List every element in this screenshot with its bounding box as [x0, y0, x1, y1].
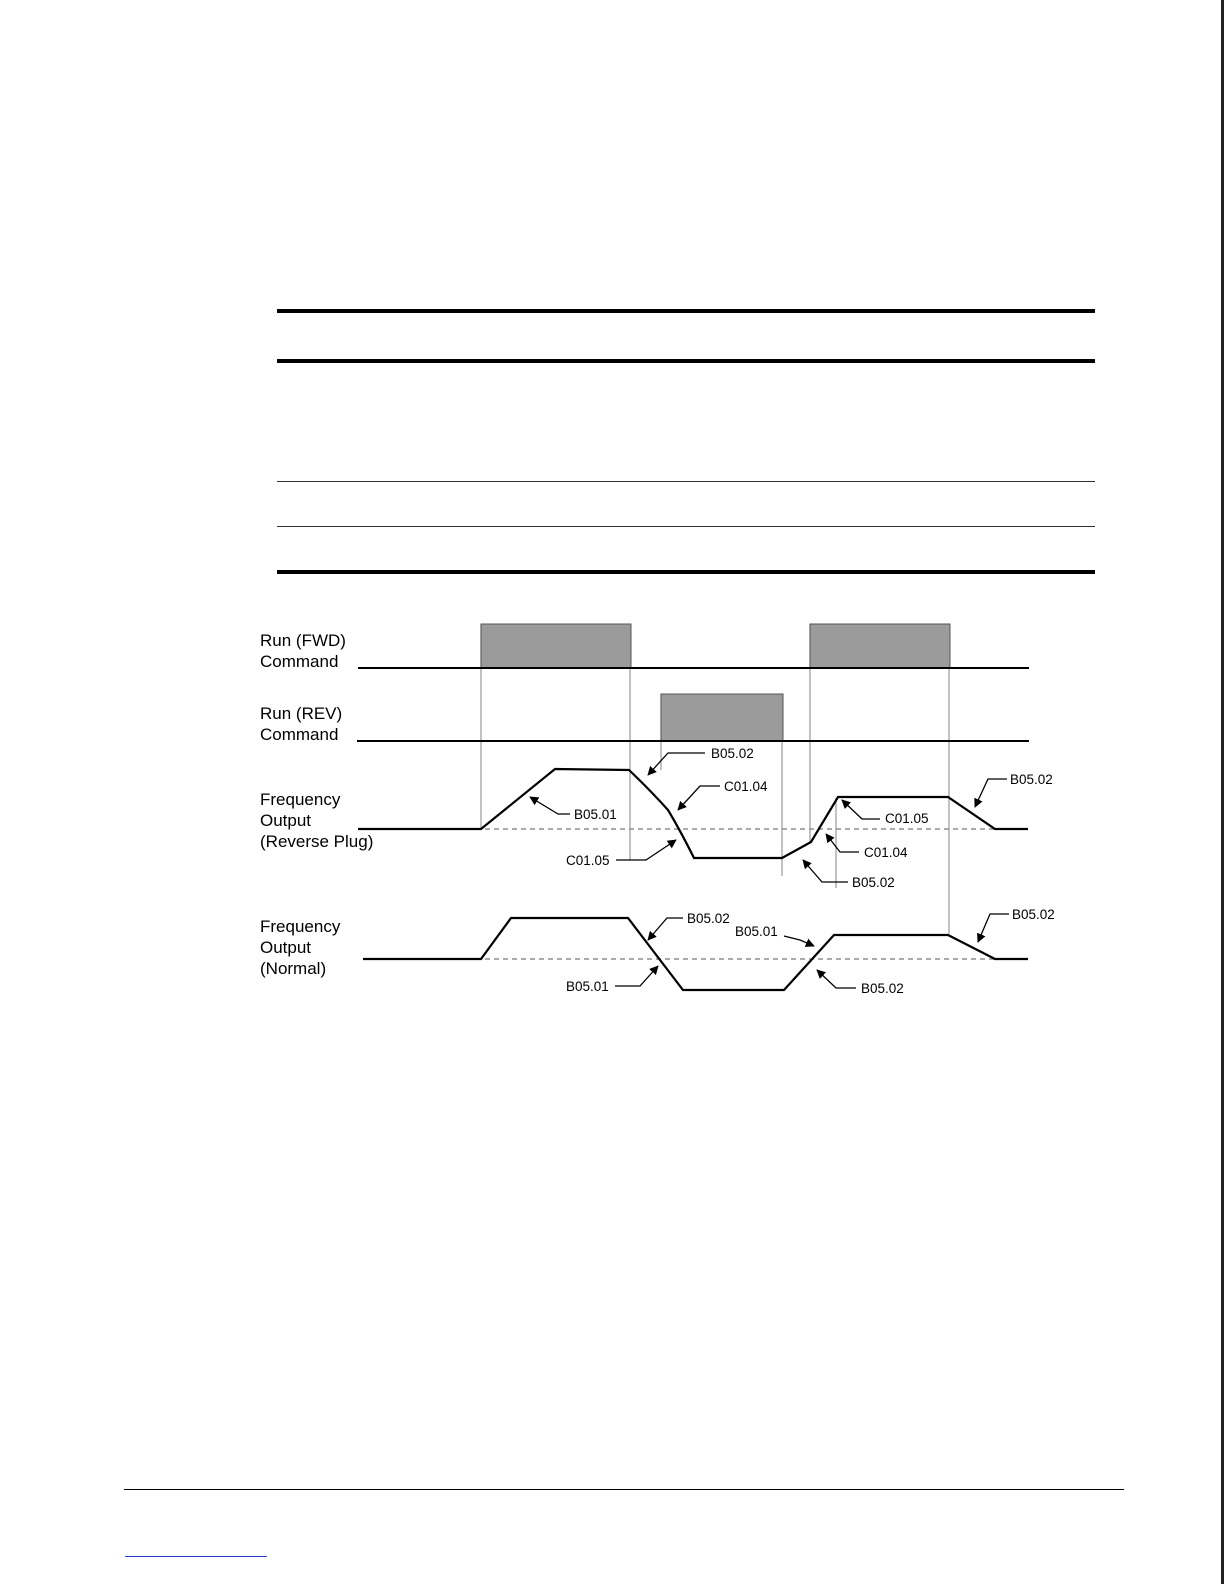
annotation-c0104: C01.04: [864, 845, 908, 860]
leader-arrow: [648, 753, 705, 775]
normal-waveform: [363, 918, 1028, 990]
run-rev-label: Run (REV) Command: [260, 704, 343, 744]
annotation-c0105: C01.05: [566, 853, 610, 868]
leader-arrow: [975, 779, 1007, 807]
annotation-b0502: B05.02: [687, 911, 730, 926]
leader-arrow: [817, 970, 856, 988]
footer-link-underline[interactable]: [125, 1556, 267, 1557]
run-fwd-label: Run (FWD) Command: [260, 631, 346, 671]
run-rev-pulse: [661, 694, 783, 741]
freq-normal-label: Frequency Output (Normal): [260, 917, 341, 978]
freq-reverse-plug-label: Frequency Output (Reverse Plug): [260, 790, 374, 851]
annotation-c0104: C01.04: [724, 779, 768, 794]
leader-arrow: [648, 918, 683, 940]
annotation-c0105: C01.05: [885, 811, 929, 826]
run-fwd-pulse-2: [810, 624, 950, 668]
leader-arrow: [615, 966, 658, 986]
run-fwd-pulse-1: [481, 624, 631, 668]
annotation-b0501: B05.01: [566, 979, 609, 994]
leader-arrow: [784, 936, 814, 946]
leader-arrow: [978, 914, 1009, 942]
run-fwd-signal: [358, 624, 1029, 668]
annotation-b0502: B05.02: [852, 875, 895, 890]
annotation-b0502: B05.02: [1012, 907, 1055, 922]
annotation-b0502: B05.02: [861, 981, 904, 996]
annotation-b0502: B05.02: [711, 746, 754, 761]
leader-arrow: [678, 786, 720, 810]
leader-arrow: [803, 860, 848, 882]
run-rev-signal: [357, 694, 1029, 741]
annotation-b0501: B05.01: [735, 924, 778, 939]
freq-normal-signal: [363, 918, 1028, 990]
leader-arrow: [826, 834, 859, 852]
leader-arrow: [530, 797, 570, 814]
annotation-b0502: B05.02: [1010, 772, 1053, 787]
leader-arrow: [842, 800, 880, 819]
footer-rule: [124, 1489, 1124, 1490]
leader-arrow: [616, 840, 676, 860]
annotation-b0501: B05.01: [574, 807, 617, 822]
